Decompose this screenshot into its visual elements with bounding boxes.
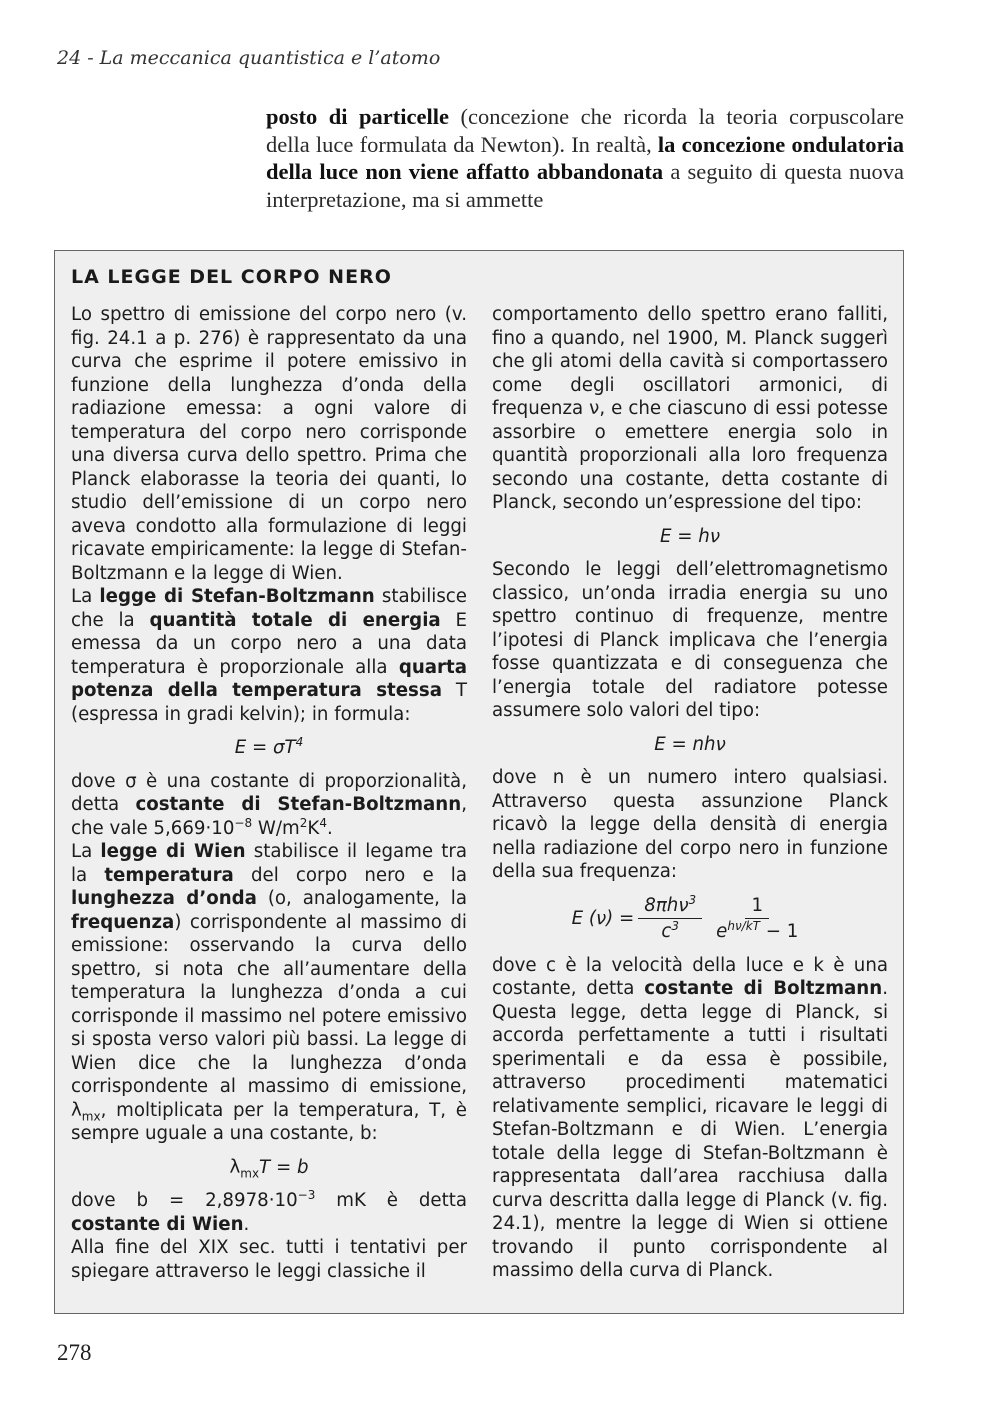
equation-quantized-energy: E = nhν	[654, 733, 726, 755]
intro-text-2: a seguito di questa nuova interpretazione, ma si ammette	[266, 159, 904, 212]
planck-law-lhs: E (ν) =	[571, 907, 635, 929]
left-paragraph-5: dove $b = 2,8978\cdot 10^{-3}$ mK è detta costante di Wien.	[71, 1187, 467, 1235]
left-column	[71, 303, 467, 1283]
intro-text-1: (concezione che ricorda la teoria corpuscolare della luce formulata da Newton). In realtà,	[266, 104, 904, 157]
equation-wien: $\lambda_{mx}T = b$	[229, 1156, 309, 1181]
right-column	[492, 303, 888, 1283]
left-paragraph-4: La legge di Wien stabilisce il legame tra la temperatura del corpo nero e la lunghezza d’onda (o, analogamente, la frequenza) corrispondente al massimo di emissione: osservando la curva dello spettro, si nota che all’aumentare della temperatura la lunghezza d’onda a cui corrisponde il massimo nel potere emissivo si sposta verso valori più bassi. La legge di Wien dice che la lunghezza d’onda corrispondente al massimo di emissione, $\lambda_{mx}$, moltiplicata per la temperatura, T, è sempre uguale a una costante, b:	[71, 841, 467, 1144]
term-fourth-power: quarta potenza della temperatura stessa	[71, 656, 467, 701]
term-wien-constant: costante di Wien	[71, 1213, 244, 1235]
term-wien-law: legge di Wien	[100, 841, 246, 862]
left-paragraph-2: La legge di Stefan-Boltzmann stabilisce che la quantità totale di energia E emessa da un corpo nero a una data temperatura è proporzionale alla quarta potenza della temperatura stessa T (espressa in gradi kelvin); in formula:	[71, 586, 467, 725]
intro-bold-1: posto di particelle	[266, 104, 449, 129]
equation-planck-quantum: E = hν	[660, 525, 720, 547]
term-total-energy: quantità totale di energia	[149, 609, 441, 631]
left-paragraph-6: Alla fine del XIX sec. tutti i tentativi per spiegare attraverso le leggi classiche il	[71, 1237, 467, 1282]
intro-bold-2: la concezione ondulatoria della luce non viene affatto abbandonata	[266, 131, 904, 184]
term-wavelength: lunghezza d’onda	[71, 888, 257, 909]
term-temperature: temperatura	[104, 864, 234, 886]
right-paragraph-4: dove c è la velocità della luce e k è una costante, detta costante di Boltzmann. Questa legge, detta legge di Planck, si accorda perfettamente a tutti i risultati sperimentali e da essa è possibile, attraverso procedimenti matematici relativamente semplici, ricavare le leggi di Stefan-Boltzmann e di Wien. L’energia totale della legge di Stefan-Boltzmann è rappresentata dall’area racchiusa dalla curva descritta dalla legge di Planck (v. fig. 24.1), mentre la legge di Wien si ottiene trovando il punto corrispondente al massimo della curva di Planck.	[492, 954, 888, 1281]
running-head: 24 - La meccanica quantistica e l’atomo	[57, 47, 441, 69]
equation-planck-law	[492, 894, 888, 944]
term-frequency: frequenza	[71, 911, 175, 933]
left-paragraph-1: Lo spettro di emissione del corpo nero (v. fig. 24.1 a p. 276) è rappresentato da una curva che esprime il potere emissivo in funzione della lunghezza d’onda della radiazione emessa: a ogni valore di temperatura del corpo nero corrisponde una diversa curva dello spettro. Prima che Planck elaborasse la teoria dei quanti, lo studio dell’emissione di un corpo nero aveva condotto alla formulazione di leggi ricavate empiricamente: la legge di Stefan-Boltzmann e la legge di Wien.	[71, 304, 467, 584]
right-paragraph-3: dove n è un numero intero qualsiasi. Attraverso questa assunzione Planck ricavò la legge della densità di energia nella radiazione del corpo nero in funzione della sua frequenza:	[492, 767, 888, 882]
term-stefan-boltzmann-law: legge di Stefan-Boltzmann	[99, 586, 375, 607]
page-number: 278	[57, 1340, 92, 1365]
box-title: LA LEGGE DEL CORPO NERO	[71, 266, 392, 288]
planck-law-fraction-2: $\frac{1}{e^{h\nu/kT} - 1}$	[716, 894, 799, 942]
term-stefan-boltzmann-constant: costante di Stefan-Boltzmann	[135, 794, 462, 815]
term-boltzmann-constant: costante di Boltzmann	[644, 978, 883, 999]
right-paragraph-1: comportamento dello spettro erano falliti, fino a quando, nel 1900, M. Planck suggerì che gli atomi della cavità si comportassero come degli oscillatori armonici, di frequenza ν, e che ciascuno di essi potesse assorbire o emettere energia solo in quantità proporzionali alla loro frequenza secondo una costante, detta costante di Planck, secondo un’espressione del tipo:	[492, 304, 888, 513]
left-paragraph-3: dove σ è una costante di proporzionalità, detta costante di Stefan-Boltzmann, che vale $5,669\cdot 10^{-8}$ $W/m^2K^4$.	[71, 770, 467, 839]
planck-law-fraction-1: $\frac{8\pi h\nu^3}{c^3}$	[638, 894, 702, 944]
equation-stefan-boltzmann: $E = \sigma T^4$	[234, 734, 304, 758]
intro-paragraph	[266, 103, 904, 213]
sidebar-box-black-body-law	[54, 250, 904, 1314]
right-paragraph-2: Secondo le leggi dell’elettromagnetismo classico, un’onda irradia energia su uno spettro continuo di frequenze, mentre l’ipotesi di Planck implicava che l’energia fosse quantizzata e di conseguenza che l’energia totale del radiatore potesse assumere solo valori del tipo:	[492, 559, 888, 721]
